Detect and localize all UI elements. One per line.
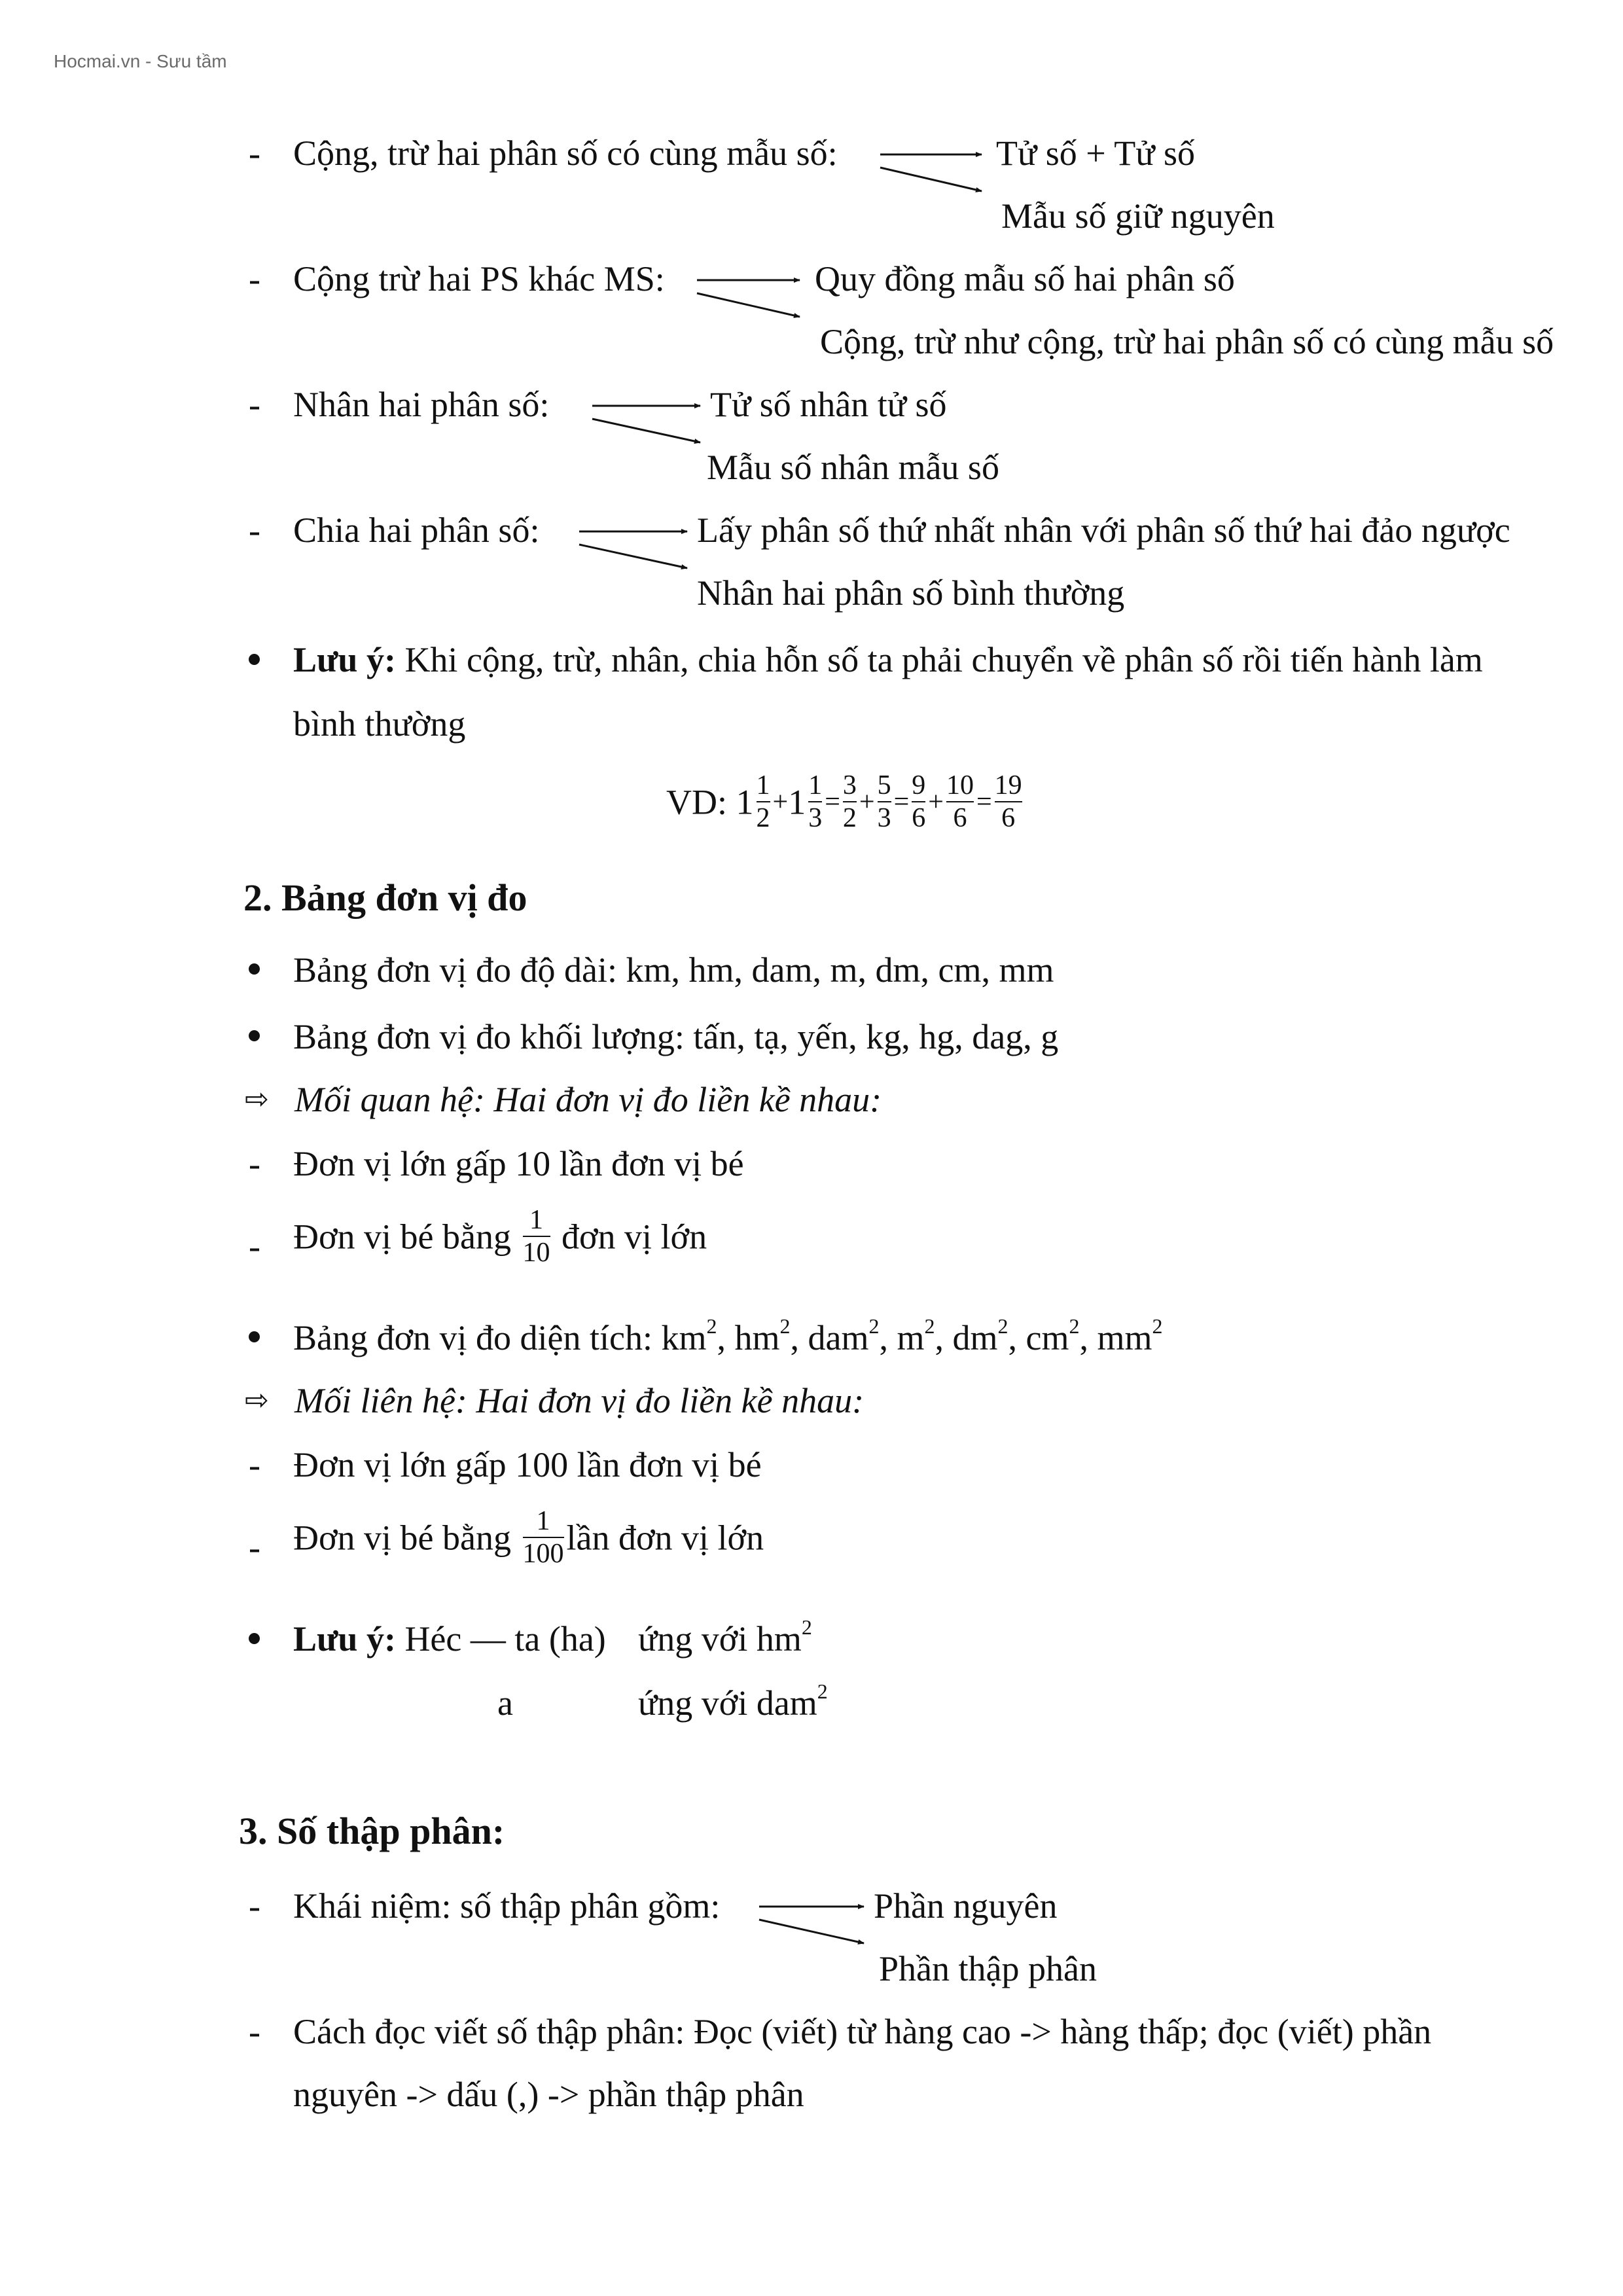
page-header-source: Hocmai.vn - Sưu tầm (54, 51, 227, 71)
smaller-unit-100: Đơn vị bé bằng $\frac{1}{100}$ lần đơn vị lớn (293, 1506, 764, 1570)
result-multiply-by-inverse: Lấy phân số thứ nhất nhân với phân số thứ hai đảo ngược (697, 511, 1510, 550)
dash-bullet: - (249, 1144, 260, 1183)
bigger-unit-10: Đơn vị lớn gấp 10 lần đơn vị bé (293, 1144, 744, 1183)
arrow-line (579, 545, 687, 568)
example-equation: VD: 1 $\frac{1}{2}$ +1 $\frac{1}{3}$ = $\frac{3}{2}$ + $\frac{5}{3}$ = $\frac{9}{6}$ + $\frac{10}{6}$ = $\frac{19}{6}$ (666, 770, 1022, 834)
fraction: $\frac{1}{3}$ (808, 770, 823, 834)
are-unit: a (497, 1683, 513, 1723)
op-multiply: Nhân hai phân số: (293, 385, 550, 424)
result-multiply-numerators: Tử số nhân tử số (710, 385, 947, 424)
result-numerator-sum: Tử số + Tử số (996, 134, 1196, 173)
reading-rule: Cách đọc viết số thập phân: Đọc (viết) từ hàng cao -> hàng thấp; đọc (viết) phần (293, 2012, 1432, 2051)
integer-part: Phần nguyên (874, 1886, 1058, 1926)
arrow-line (759, 1920, 864, 1943)
mixed-whole: 1 (736, 782, 754, 822)
bullet-dot (249, 1331, 260, 1342)
bigger-unit-100: Đơn vị lớn gấp 100 lần đơn vị bé (293, 1445, 762, 1484)
note-hectare: Lưu ý: Héc — ta (ha) (293, 1619, 606, 1659)
reading-rule-continuation: nguyên -> dấu (,) -> phần thập phân (293, 2075, 804, 2114)
dash-bullet: - (249, 2012, 260, 2051)
note-label: Lưu ý: (293, 640, 396, 679)
relation-heading-1: Mối quan hệ: Hai đơn vị đo liền kề nhau: (294, 1080, 882, 1119)
area-units: Bảng đơn vị đo diện tích: $km^2$, $hm^2$, dam$^2$, $m^2$, $dm^2$, $cm^2$, $mm^2$ (293, 1314, 1163, 1357)
op-add-same-denominator: Cộng, trừ hai phân số có cùng mẫu số: (293, 134, 838, 173)
bullet-dot (249, 1030, 260, 1041)
note-mixed-numbers (293, 639, 1483, 681)
dash-bullet: - (249, 259, 260, 298)
dash-bullet: - (249, 1227, 260, 1266)
arrow-line (697, 293, 800, 317)
hectare-equivalent: ứng với $hm^2$ (638, 1615, 812, 1659)
op-divide: Chia hai phân số: (293, 511, 540, 550)
dash-bullet: - (249, 1445, 260, 1484)
dash-bullet: - (249, 511, 260, 550)
fraction-one-tenth: $\frac{1}{10}$ (522, 1205, 550, 1268)
dash-bullet: - (249, 385, 260, 424)
mixed-whole: 1 (788, 782, 806, 822)
arrow-right-icon: ⇨ (245, 1384, 269, 1417)
relation-heading-2: Mối liên hệ: Hai đơn vị đo liền kề nhau: (294, 1381, 865, 1420)
are-equivalent: ứng với dam$^2$ (638, 1679, 828, 1723)
section-3-title: 3. Số thập phân: (239, 1810, 505, 1852)
fraction: $\frac{3}{2}$ (842, 770, 857, 834)
smaller-unit-10: Đơn vị bé bằng $\frac{1}{10}$ đơn vị lớn (293, 1205, 707, 1268)
arrow-line (880, 168, 982, 191)
result-add-as-same: Cộng, trừ như cộng, trừ hai phân số có cùng mẫu số (820, 322, 1554, 361)
op-add-diff-denominator: Cộng trừ hai PS khác MS: (293, 259, 665, 298)
dash-bullet: - (249, 1886, 260, 1926)
result-common-denominator: Quy đồng mẫu số hai phân số (815, 259, 1235, 298)
arrow-line (592, 419, 700, 442)
fraction: $\frac{10}{6}$ (946, 770, 974, 834)
note-continuation: bình thường (293, 704, 466, 744)
fraction: $\frac{5}{3}$ (877, 770, 891, 834)
result-multiply-normally: Nhân hai phân số bình thường (697, 573, 1125, 613)
bullet-dot (249, 1633, 260, 1644)
fraction: $\frac{19}{6}$ (994, 770, 1022, 834)
bullet-dot (249, 654, 260, 665)
fractional-part: Phần thập phân (879, 1949, 1097, 1988)
mass-units: Bảng đơn vị đo khối lượng: tấn, tạ, yến, kg, hg, dag, g (293, 1017, 1059, 1056)
example-prefix: VD: (666, 782, 736, 822)
result-multiply-denominators: Mẫu số nhân mẫu số (707, 448, 999, 487)
note-text: Khi cộng, trừ, nhân, chia hỗn số ta phải chuyển về phân số rồi tiến hành làm (395, 640, 1483, 679)
fraction: $\frac{1}{2}$ (756, 770, 770, 834)
length-units: Bảng đơn vị đo độ dài: km, hm, dam, m, dm, cm, mm (293, 950, 1054, 990)
fraction: $\frac{9}{6}$ (912, 770, 926, 834)
bullet-dot (249, 963, 260, 975)
arrow-right-icon: ⇨ (245, 1083, 269, 1116)
fraction-one-hundredth: $\frac{1}{100}$ (522, 1506, 564, 1570)
dash-bullet: - (249, 134, 260, 173)
section-2-title: 2. Bảng đơn vị đo (243, 876, 527, 919)
result-denominator-keep: Mẫu số giữ nguyên (1001, 196, 1275, 236)
dash-bullet: - (249, 1528, 260, 1567)
decimal-concept: Khái niệm: số thập phân gồm: (293, 1886, 721, 1926)
